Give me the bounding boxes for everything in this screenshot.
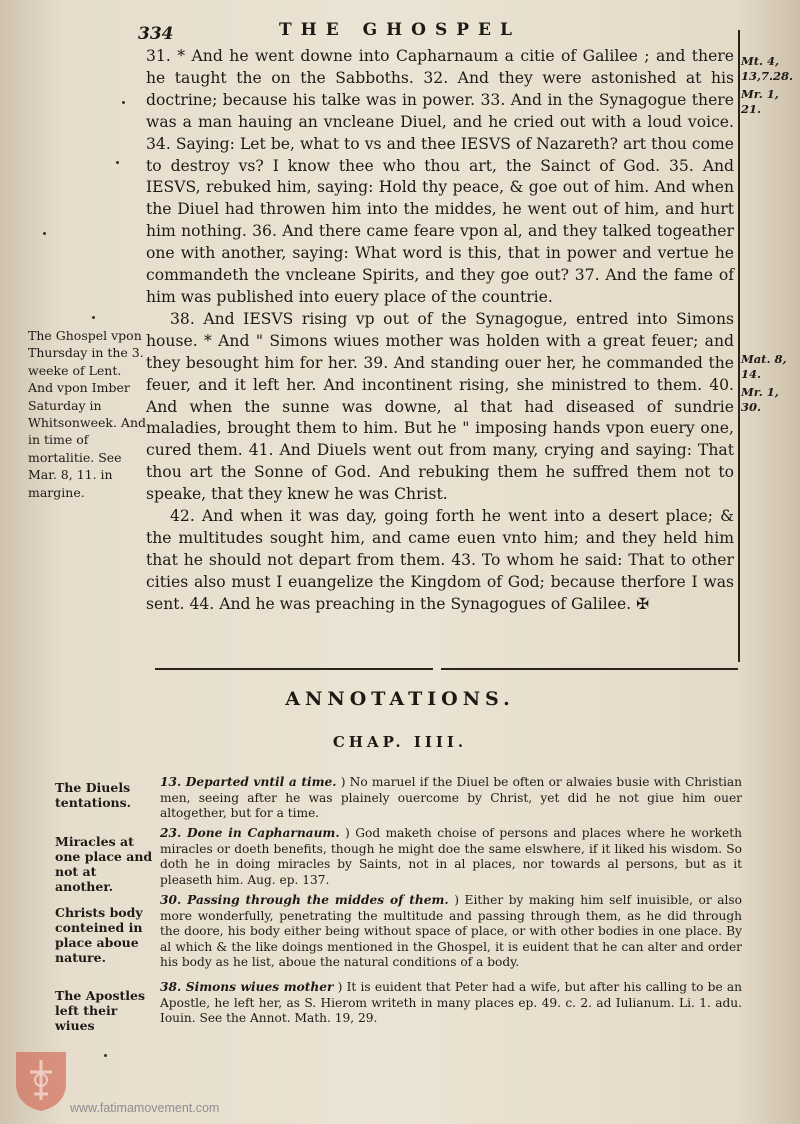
annotation-text: ) No maruel if the Diuel be often or alwaies busie with Christian men, seeing after he was plainely ouercome by Christ, yet did he not giue him ouer altogether, but for a time.: [160, 775, 743, 820]
gospel-text: [146, 46, 734, 616]
scan-speck: [92, 316, 95, 319]
fatima-movement-logo-icon: [14, 1050, 68, 1112]
annotation-label: 13. Departed vntil a time.: [160, 775, 337, 789]
right-margin-refs-top: [741, 54, 799, 120]
annotation-text: ) It is euident that Peter had a wife, but after his calling to be an Apostle, he left her, as S. Hierom writeth in many places ep. 49. c. 2. ad Iulianum. Li. 1. adu. Iouin. See the Annot. Math. 19, 29.: [160, 980, 742, 1025]
running-title: THE GHOSPEL: [279, 20, 521, 40]
gospel-paragraph: 31. * And he went downe into Capharnaum a citie of Galilee ; and there he taught the on the Sabboths. 32. And they were astonished at his doctrine; because his talke was in power. 33. And in the Synagogue there was a man hauing an vncleane Diuel, and he cried out with a loud voice. 34. Saying: Let be, what to vs and thee IESVS of Nazareth? art thou come to destroy vs? I know thee who thou art, the Sainct of God. 35. And IESVS, rebuked him, saying: Hold thy peace, & goe out of him. And when the Diuel had throwen him into the middes, he went out of him, and hurt him nothing. 36. And there came feare vpon al, and they talked togeather one with another, saying: What word is this, that in power and vertue he commandeth the vncleane Spirits, and they goe out? 37. And the fame of him was published into euery place of the countrie.: [146, 47, 734, 306]
section-divider-left: [155, 668, 433, 670]
annotation-item: [160, 826, 742, 888]
annotation-item: [160, 980, 742, 1027]
annotation-item: [160, 775, 742, 822]
footer-url[interactable]: www.fatimamovement.com: [70, 1101, 220, 1115]
annotation-label: 30. Passing through the middes of them.: [160, 893, 449, 907]
scan-speck: [43, 232, 46, 235]
chapter-heading: CHAP. IIII.: [332, 733, 468, 751]
annotation-item: [160, 893, 742, 971]
margin-ref: Mat. 8, 14.: [741, 352, 787, 381]
scan-speck: [104, 1054, 107, 1057]
annotation-label: 38. Simons wiues mother: [160, 980, 334, 994]
margin-ref: Mr. 1, 30.: [741, 385, 779, 414]
right-margin-refs-bottom: [741, 352, 799, 418]
annotation-side-note: The Diuels tentations.: [55, 780, 132, 810]
section-divider-right: [441, 668, 738, 670]
annotation-side-note: Miracles at one place and not at another.: [55, 834, 153, 894]
left-margin-note: The Ghospel vpon Thursday in the 3. weeke of Lent. And vpon Imber Saturday in Whitsonweek. And in time of mortalitie. See Mar. 8, 11. in margine.: [28, 328, 147, 500]
annotation-label: 23. Done in Capharnaum.: [160, 826, 340, 840]
scan-speck: [116, 161, 119, 164]
page-number: 334: [138, 24, 174, 44]
annotation-side-note: Christs body conteined in place aboue nature.: [55, 905, 143, 965]
annotation-text: ) God maketh choise of persons and places where he worketh miracles or doeth benefits, though he might doe the same elswhere, if it liked his wisdom. So doth he in doing miracles by Saints, not in al places, nor towards al persons, but as it pleaseth him. Aug. ep. 137.: [160, 826, 742, 887]
annotations-heading: ANNOTATIONS.: [285, 688, 515, 710]
margin-ref: Mr. 1, 21.: [741, 87, 779, 116]
margin-ref: Mt. 4, 13,7.28.: [741, 54, 794, 83]
annotation-text: ) Either by making him self inuisible, or also more wonderfully, penetrating the multitude and passing through them, as he did through the doore, his body either being without space of place, or with other bodies in one place. By al which & the like doings mentioned in the Ghospel, it is euident that he can alter and order his body as he list, aboue the natural conditions of a body.: [160, 893, 742, 969]
margin-rule: [738, 30, 740, 662]
scan-speck: [122, 101, 125, 104]
gospel-paragraph: 42. And when it was day, going forth he went into a desert place; & the multitudes sought him, and came euen vnto him; and they held him that he should not depart from them. 43. To whom he said: That to other cities also must I euangelize the Kingdom of God; because therfore I was sent. 44. And he was preaching in the Synagogues of Galilee. ✠: [146, 507, 734, 613]
annotation-side-note: The Apostles left their wiues: [55, 988, 146, 1033]
gospel-paragraph: 38. And IESVS rising vp out of the Synagogue, entred into Simons house. * And " Simons wiues mother was holden with a great feuer; and they besought him for her. 39. And standing ouer her, he commanded the feuer, and it left her. And incontinent rising, she ministred to them. 40. And when the sunne was downe, al that had diseased of sundrie maladies, brought them to him. But he " imposing hands vpon euery one, cured them. 41. And Diuels went out from many, crying and saying: That thou art the Sonne of God. And rebuking them he suffred them not to speake, that they knew he was Christ.: [146, 309, 734, 504]
